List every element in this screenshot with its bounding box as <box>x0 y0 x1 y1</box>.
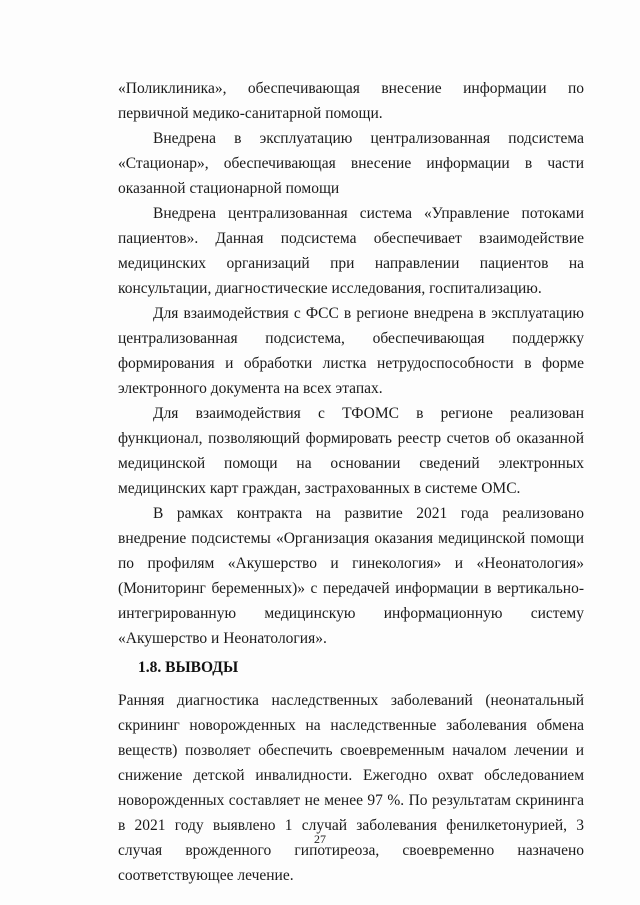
paragraph-tfoms-interaction: Для взаимодействия с ТФОМС в регионе реализован функционал, позволяющий формировать реестр счетов об оказанной медицинской помощи на основании сведений электронных медицинских карт граждан, застрахованных в системе ОМС. <box>118 405 584 497</box>
paragraph-contract-2021: В рамках контракта на развитие 2021 года реализовано внедрение подсистемы «Организация оказания медицинской помощи по профилям «Акушерство и гинекология» и «Неонатология» (Мониторинг беременных)» с передачей информации в вертикально-интегрированную медицинскую информационную систему «Акушерство и Неонатология». <box>118 505 584 647</box>
paragraph-hospital-subsystem: Внедрена в эксплуатацию централизованная подсистема «Стационар», обеспечивающая внесение информации в части оказанной стационарной помощи <box>118 130 584 197</box>
page-number: 27 <box>314 832 326 846</box>
paragraph-patient-flow: Внедрена централизованная система «Управление потоками пациентов». Данная подсистема обеспечивает взаимодействие медицинских организаций при направлении пациентов на консультации, диагностические исследования, госпитализацию. <box>118 205 584 297</box>
paragraph-conclusion: Ранняя диагностика наследственных заболеваний (неонатальный скрининг новорожденных на наследственные заболевания обмена веществ) позволяет обеспечить своевременным началом лечении и снижение детской инвалидности. Ежегодно охват обследованием новорожденных составляет не менее 97 %. По результатам скрининга в 2021 году выявлено 1 случай заболевания фенилкетонурией, 3 случая врожденного гипотиреоза, своевременно назначено соответствующее лечение. <box>118 692 584 884</box>
paragraph-fss-interaction: Для взаимодействия с ФСС в регионе внедрена в эксплуатацию централизованная подсистема, обеспечивающая поддержку формирования и обработки листка нетрудоспособности в форме электронного документа на всех этапах. <box>118 305 584 397</box>
paragraph-polyclinic: «Поликлиника», обеспечивающая внесение информации по первичной медико-санитарной помощи. <box>118 80 584 122</box>
section-heading: 1.8. ВЫВОДЫ <box>138 659 239 676</box>
document-body <box>118 76 584 888</box>
